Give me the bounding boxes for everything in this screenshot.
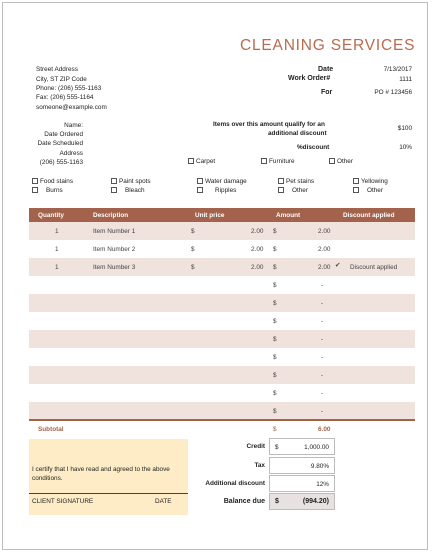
pct-discount-value[interactable]: 10% <box>399 144 412 151</box>
po-value[interactable]: PO # 123456 <box>374 89 412 96</box>
checkbox-icon[interactable] <box>353 178 359 184</box>
company-fax: Fax: (206) 555-1164 <box>36 94 94 101</box>
certification-box <box>29 439 188 515</box>
col-unit-price: Unit price <box>195 212 225 219</box>
checkbox-icon[interactable] <box>197 178 203 184</box>
balance-due-field[interactable]: $ (994.20) <box>269 493 335 510</box>
table-row[interactable]: $ - <box>29 402 415 420</box>
subtotal-label: Subtotal <box>38 426 64 433</box>
certify-text-line2: conditions. <box>32 475 63 482</box>
company-city: City, ST ZIP Code <box>36 76 87 83</box>
tax-field[interactable] <box>269 457 335 474</box>
col-amount: Amount <box>276 212 301 219</box>
address-label: Address <box>59 150 83 157</box>
stain-pet[interactable]: Pet stains <box>278 178 314 185</box>
check-icon: ✔ <box>335 262 341 269</box>
checkbox-icon[interactable] <box>278 187 284 193</box>
discount-applied-text: Discount applied <box>350 264 398 271</box>
checkbox-icon[interactable] <box>111 178 117 184</box>
subtotal-value: 6.00 <box>318 426 331 433</box>
checkbox-icon[interactable] <box>329 158 335 164</box>
additional-discount-field[interactable] <box>269 475 335 492</box>
stain-food[interactable]: Food stains <box>32 178 73 185</box>
tax-label: Tax <box>254 462 265 469</box>
signature-line <box>29 493 188 494</box>
balance-due-value: (994.20) <box>302 498 329 505</box>
additional-discount-value: 12% <box>316 481 329 488</box>
checkbox-icon[interactable] <box>32 187 38 193</box>
checkbox-icon[interactable] <box>111 187 117 193</box>
surface-carpet[interactable]: Carpet <box>188 158 215 165</box>
col-quantity: Quantity <box>38 212 64 219</box>
stain-other-1[interactable]: Other <box>278 187 308 194</box>
credit-field[interactable]: $ 1,000.00 <box>269 438 335 455</box>
discount-threshold-line1: Items over this amount qualify for an <box>213 121 325 128</box>
for-label: For <box>321 89 333 96</box>
date-scheduled-label: Date Scheduled <box>37 140 83 147</box>
signature-date-label[interactable]: DATE <box>155 498 172 505</box>
table-row[interactable]: $ - <box>29 366 415 384</box>
page-title: CLEANING SERVICES <box>240 37 416 54</box>
table-row[interactable]: $ - <box>29 330 415 348</box>
surface-furniture[interactable]: Furniture <box>261 158 295 165</box>
checkbox-icon[interactable] <box>353 187 359 193</box>
discount-threshold-line2: additional discount <box>268 130 327 137</box>
stain-paint[interactable]: Paint spots <box>111 178 151 185</box>
table-row[interactable]: 1 Item Number 2 $ 2.00 $ 2.00 <box>55 246 331 253</box>
checkbox-icon[interactable] <box>261 158 267 164</box>
tax-value: 9.80% <box>310 463 329 470</box>
work-order-label: Work Order# <box>288 75 331 82</box>
company-email[interactable]: someone@example.com <box>36 104 107 111</box>
client-signature-label[interactable]: CLIENT SIGNATURE <box>32 498 94 505</box>
client-name-label: Name: <box>64 122 83 129</box>
subtotal-currency: $ <box>273 426 277 433</box>
col-description: Description <box>93 212 129 219</box>
stain-burns[interactable]: Burns <box>32 187 63 194</box>
certify-text-line1: I certify that I have read and agreed to the above <box>32 466 170 473</box>
stain-yellowing[interactable]: Yellowing <box>353 178 388 185</box>
table-row[interactable]: $ - <box>273 318 324 325</box>
company-phone: Phone: (206) 555-1163 <box>36 85 102 92</box>
checkbox-icon[interactable] <box>32 178 38 184</box>
date-value[interactable]: 7/13/2017 <box>383 66 412 73</box>
col-discount: Discount applied <box>343 212 395 219</box>
company-street: Street Address <box>36 66 78 73</box>
credit-label: Credit <box>246 443 265 450</box>
checkbox-icon[interactable] <box>197 187 203 193</box>
date-label: Date <box>318 66 334 73</box>
table-row[interactable]: $ - <box>273 282 324 289</box>
balance-due-label: Balance due <box>223 498 265 505</box>
discount-threshold-value[interactable]: $100 <box>397 125 412 132</box>
table-row[interactable]: 1 Item Number 1 $ 2.00 $ 2.00 <box>29 222 415 240</box>
stain-bleach[interactable]: Bleach <box>111 187 145 194</box>
surface-other[interactable]: Other <box>329 158 353 165</box>
checkbox-icon[interactable] <box>188 158 194 164</box>
credit-value: 1,000.00 <box>304 444 329 451</box>
stain-other-2[interactable]: Other <box>353 187 383 194</box>
pct-discount-label: %discount <box>297 144 330 151</box>
table-row[interactable]: $ - <box>29 294 415 312</box>
table-row[interactable]: 1 Item Number 3 $ 2.00 $ 2.00 ✔ Discount applied <box>29 258 415 276</box>
table-row[interactable]: $ - <box>273 354 324 361</box>
stain-ripples[interactable]: Ripples <box>197 187 236 194</box>
checkbox-icon[interactable] <box>278 178 284 184</box>
client-phone[interactable]: (206) 555-1163 <box>39 159 83 166</box>
stain-water[interactable]: Water damage <box>197 178 247 185</box>
date-ordered-label: Date Ordered <box>44 131 83 138</box>
table-header <box>29 208 415 222</box>
table-bottom-rule <box>29 419 415 421</box>
work-order-value[interactable]: 1111 <box>399 76 412 83</box>
invoice-page <box>2 2 428 550</box>
table-row[interactable]: $ - <box>273 390 324 397</box>
additional-discount-label: Additional discount <box>205 480 265 487</box>
